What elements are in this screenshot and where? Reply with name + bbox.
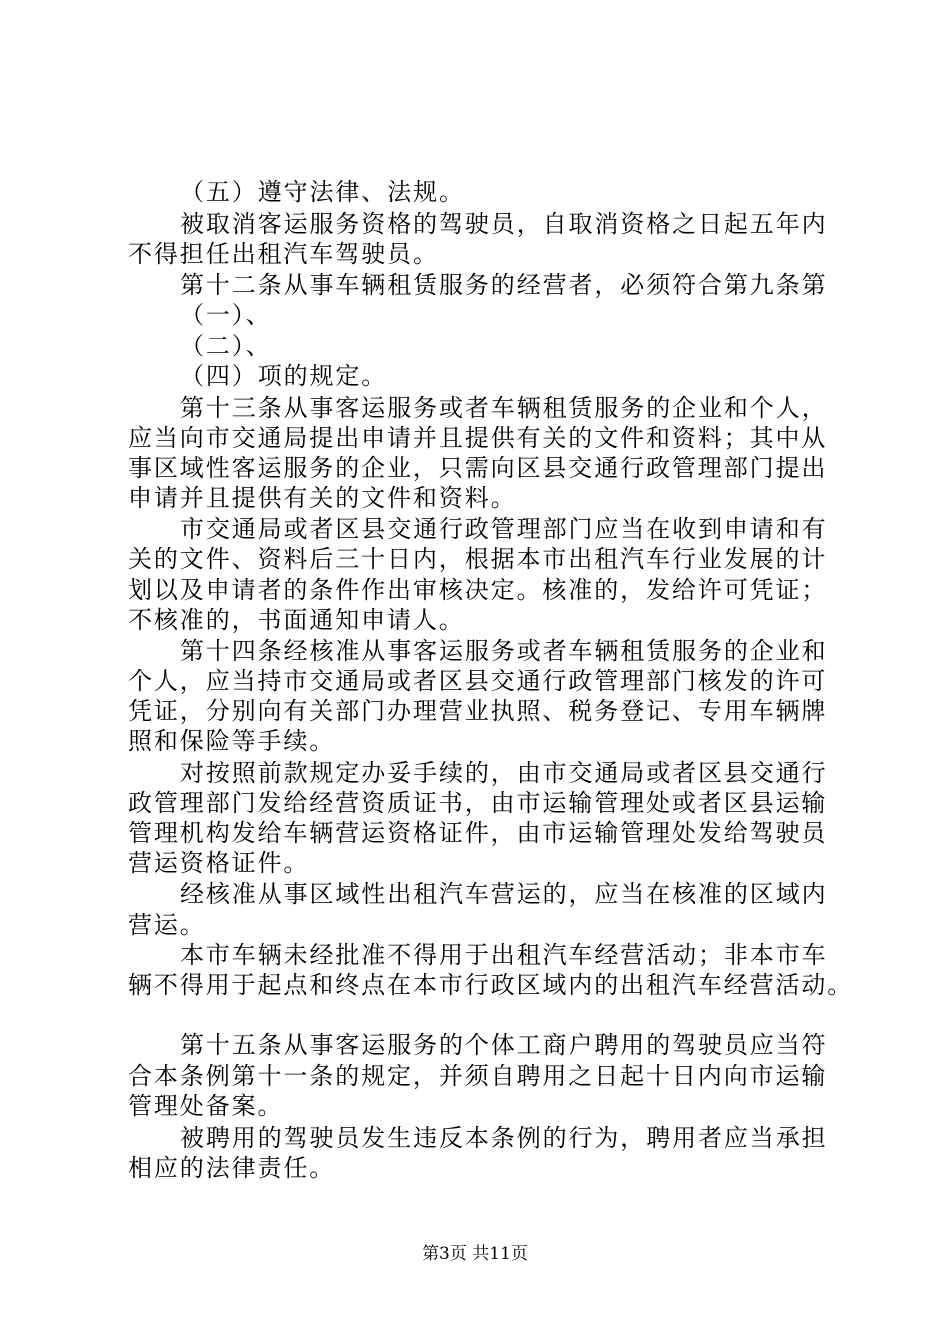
text-line: （四）项的规定。 <box>180 362 388 390</box>
text-line: 营运资格证件。 <box>128 849 310 877</box>
text-line: 管理处备案。 <box>128 1092 284 1120</box>
text-line: 辆不得用于起点和终点在本市行政区域内的出租汽车经营活动。 <box>128 971 854 999</box>
text-line: （一）、 <box>180 301 272 329</box>
text-line: 第十五条从事客运服务的个体工商户聘用的驾驶员应当符 <box>180 1031 828 1059</box>
text-line: 个人，应当持市交通局或者区县交通行政管理部门核发的许可 <box>128 667 828 695</box>
text-line: 相应的法律责任。 <box>128 1154 336 1182</box>
text-line: 合本条例第十一条的规定，并须自聘用之日起十日内向市运输 <box>128 1062 828 1090</box>
text-line: 经核准从事区域性出租汽车营运的，应当在核准的区域内 <box>180 880 828 908</box>
text-line: 关的文件、资料后三十日内，根据本市出租汽车行业发展的计 <box>128 545 828 573</box>
text-line: 照和保险等手续。 <box>128 727 336 755</box>
text-line: （五）遵守法律、法规。 <box>180 178 465 206</box>
text-line: 政管理部门发给经营资质证书，由市运输管理处或者区县运输 <box>128 789 828 817</box>
page-number-footer: 第3页 共11页 <box>422 1244 528 1264</box>
text-line: 被取消客运服务资格的驾驶员，自取消资格之日起五年内 <box>180 210 828 238</box>
text-line: 不得担任出租汽车驾驶员。 <box>128 240 439 268</box>
text-line: 事区域性客运服务的企业，只需向区县交通行政管理部门提出 <box>128 454 828 482</box>
text-line: （二）、 <box>180 332 272 360</box>
text-line: 第十三条从事客运服务或者车辆租赁服务的企业和个人， <box>180 394 828 422</box>
text-line: 营运。 <box>128 911 206 939</box>
text-line: 市交通局或者区县交通行政管理部门应当在收到申请和有 <box>180 515 828 543</box>
text-line: 管理机构发给车辆营运资格证件，由市运输管理处发给驾驶员 <box>128 819 828 847</box>
text-line: 被聘用的驾驶员发生违反本条例的行为，聘用者应当承担 <box>180 1124 828 1152</box>
text-line: 对按照前款规定办妥手续的，由市交通局或者区县交通行 <box>180 759 828 787</box>
text-line: 凭证，分别向有关部门办理营业执照、税务登记、专用车辆牌 <box>128 697 828 725</box>
text-line: 第十二条从事车辆租赁服务的经营者，必须符合第九条第 <box>180 271 828 299</box>
text-line: 划以及申请者的条件作出审核决定。核准的，发给许可凭证； <box>128 576 828 604</box>
text-line: 第十四条经核准从事客运服务或者车辆租赁服务的企业和 <box>180 637 828 665</box>
text-line: 本市车辆未经批准不得用于出租汽车经营活动；非本市车 <box>180 941 828 969</box>
text-line: 申请并且提供有关的文件和资料。 <box>128 484 517 512</box>
text-line: 应当向市交通局提出申请并且提供有关的文件和资料；其中从 <box>128 424 828 452</box>
text-line: 不核准的，书面通知申请人。 <box>128 606 465 634</box>
